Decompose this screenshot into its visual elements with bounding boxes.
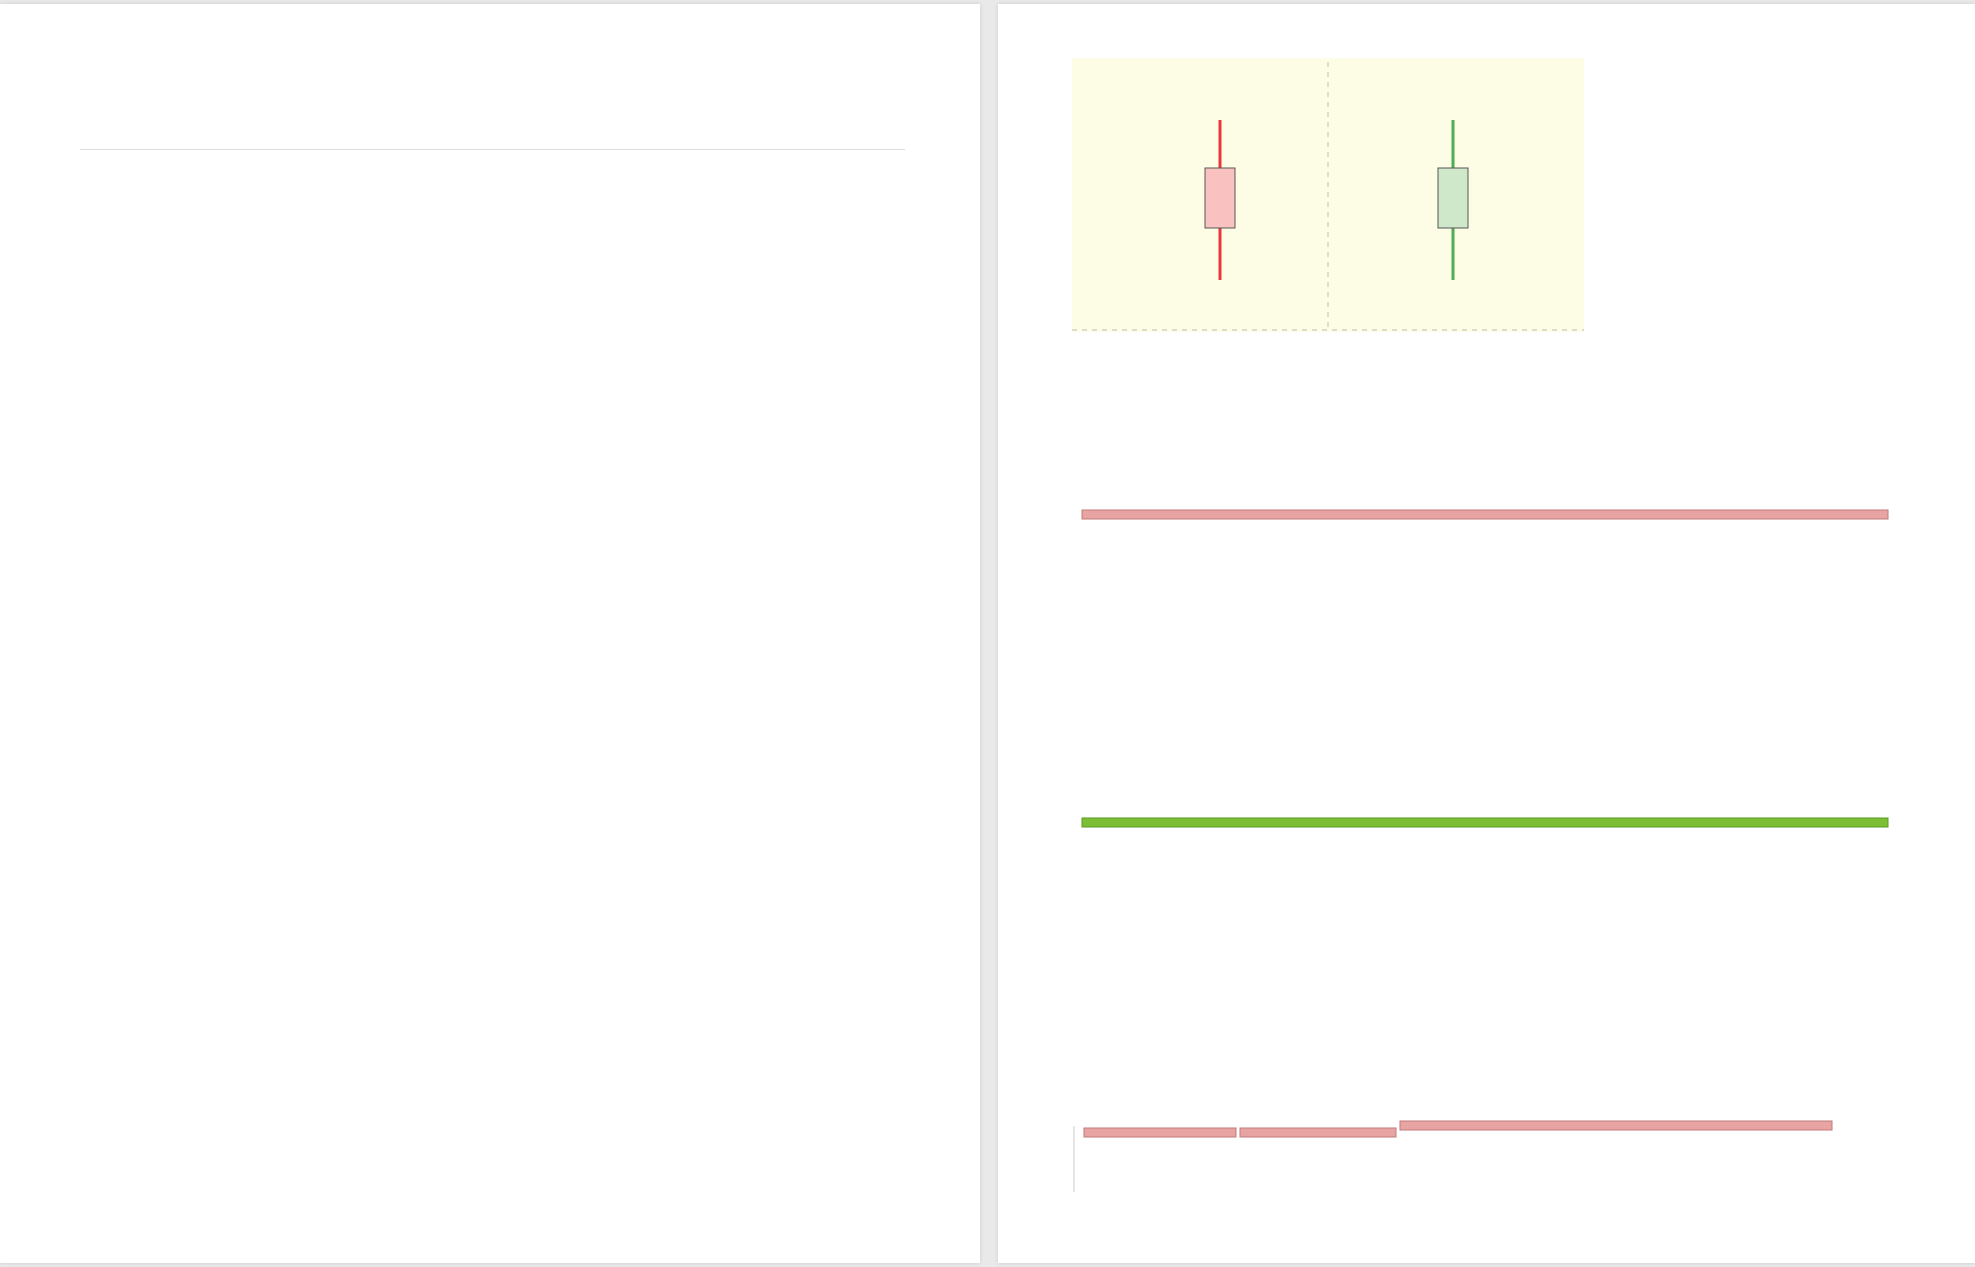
title-divider <box>80 149 905 150</box>
support-bar <box>1082 818 1888 827</box>
partial-resistance-bar-2 <box>1240 1128 1396 1137</box>
kline-classification-diagram <box>1072 502 1896 838</box>
partial-resistance-bar-3 <box>1400 1121 1832 1130</box>
candlestick-anatomy-diagram <box>1072 58 1584 332</box>
page-1 <box>0 4 980 1263</box>
bear-candle-body <box>1205 168 1235 228</box>
page-2 <box>998 4 1975 1263</box>
partial-resistance-bar-1 <box>1084 1128 1236 1137</box>
kline-rules-diagram-partial <box>1072 1114 1842 1194</box>
resistance-bar <box>1082 510 1888 519</box>
bull-candle-body <box>1438 168 1468 228</box>
